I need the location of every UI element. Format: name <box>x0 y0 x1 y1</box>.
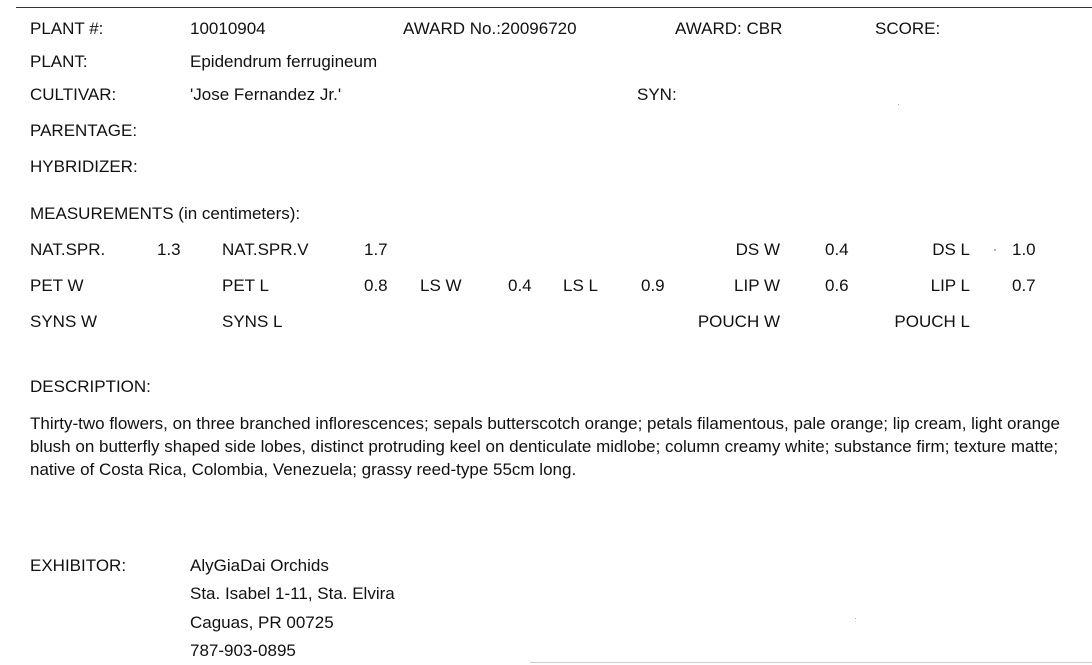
description-heading: DESCRIPTION: <box>30 377 151 396</box>
measurements-heading: MEASUREMENTS (in centimeters): <box>30 204 301 223</box>
exhibitor-address-line1: Sta. Isabel 1-11, Sta. Elvira <box>190 584 395 603</box>
pet-w-label: PET W <box>30 276 84 295</box>
hybridizer-label: HYBRIDIZER: <box>30 157 138 176</box>
ds-w-label: DS W <box>735 240 780 259</box>
ds-l-label: DS L <box>932 240 970 259</box>
cultivar-name: 'Jose Fernandez Jr.' <box>190 85 342 104</box>
pet-l-label: PET L <box>222 276 269 295</box>
ls-l-label: LS L <box>563 276 598 295</box>
plant-number-label: PLANT #: <box>30 19 104 38</box>
ds-w-value: 0.4 <box>825 240 849 259</box>
nat-spr-value: 1.3 <box>157 240 181 259</box>
exhibitor-phone: 787-903-0895 <box>190 641 296 660</box>
ds-l-value: 1.0 <box>1012 240 1036 259</box>
award-number: AWARD No.:20096720 <box>403 19 577 38</box>
cultivar-label: CULTIVAR: <box>30 85 117 104</box>
ls-l-value: 0.9 <box>641 276 665 295</box>
parentage-label: PARENTAGE: <box>30 121 138 140</box>
plant-name: Epidendrum ferrugineum <box>190 52 378 71</box>
plant-label: PLANT: <box>30 52 88 71</box>
top-rule <box>16 7 1092 8</box>
scan-speck <box>855 618 856 619</box>
nat-spr-v-label: NAT.SPR.V <box>222 240 309 259</box>
award-type: AWARD: CBR <box>675 19 783 38</box>
syn-label: SYN: <box>637 85 677 104</box>
lip-w-value: 0.6 <box>825 276 849 295</box>
nat-spr-v-value: 1.7 <box>364 240 388 259</box>
pet-l-value: 0.8 <box>364 276 388 295</box>
lip-l-label: LIP L <box>930 276 970 295</box>
lip-l-value: 0.7 <box>1012 276 1036 295</box>
pouch-l-label: POUCH L <box>894 312 970 331</box>
syns-l-label: SYNS L <box>222 312 283 331</box>
lip-w-label: LIP W <box>734 276 780 295</box>
pouch-w-label: POUCH W <box>697 312 780 331</box>
score-label: SCORE: <box>875 19 941 38</box>
bottom-rule <box>530 662 1092 663</box>
exhibitor-address-line2: Caguas, PR 00725 <box>190 613 334 632</box>
nat-spr-label: NAT.SPR. <box>30 240 106 259</box>
description-text: Thirty-two flowers, on three branched inflorescences; sepals butterscotch orange; petals filamentous, pale orange; lip cream, light orange blush on butterfly shaped side lobes, distinct protruding keel on denticulate midlobe; column creamy white; substance firm; texture matte; native of Costa Rica, Colombia, Venezuela; grassy reed-type 55cm long. <box>30 414 1060 479</box>
exhibitor-label: EXHIBITOR: <box>30 556 127 575</box>
scan-speck <box>898 104 899 105</box>
ls-w-label: LS W <box>420 276 462 295</box>
plant-number-value: 10010904 <box>190 19 266 38</box>
ls-w-value: 0.4 <box>508 276 532 295</box>
scan-speck <box>994 249 996 251</box>
exhibitor-name: AlyGiaDai Orchids <box>190 556 329 575</box>
syns-w-label: SYNS W <box>30 312 98 331</box>
